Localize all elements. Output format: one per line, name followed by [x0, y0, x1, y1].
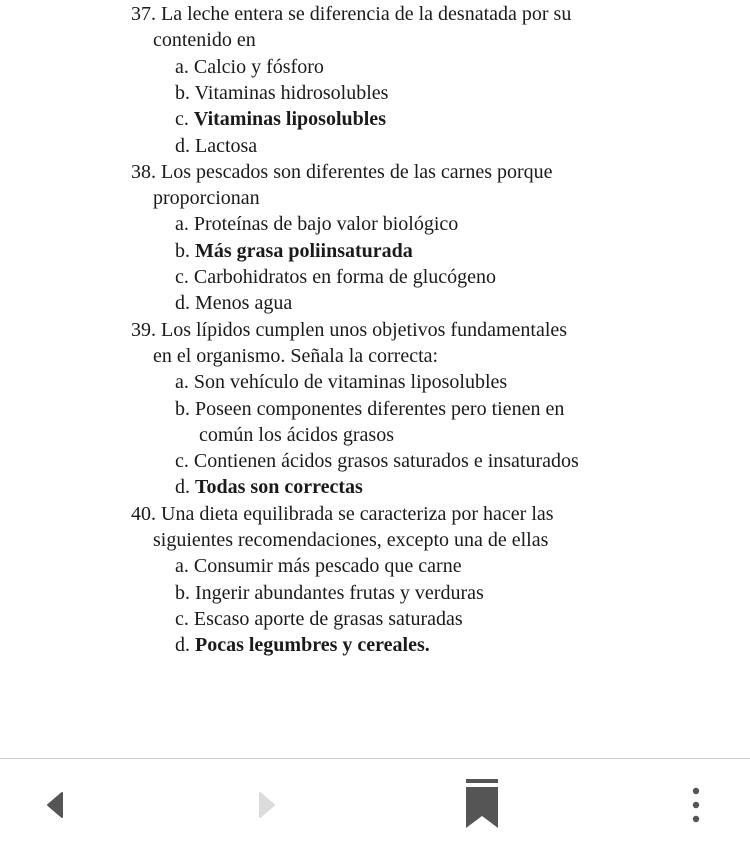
option-letter: a.: [175, 555, 194, 578]
option-text: Calcio y fósforo: [193, 55, 324, 78]
option-letter: b.: [175, 81, 195, 104]
option-letter: c.: [175, 450, 194, 473]
option-text: Carbohidratos en forma de glucógeno: [193, 266, 497, 288]
bottom-toolbar: [0, 759, 750, 847]
answer-option: [175, 580, 484, 606]
option-letter: a.: [175, 371, 194, 394]
question-stem: [153, 185, 260, 211]
option-text: Proteínas de bajo valor biológico: [193, 213, 459, 236]
option-text-continued: común los ácidos grasos: [199, 423, 394, 446]
option-letter: b.: [175, 397, 195, 420]
option-text: Contienen ácidos grasos saturados e insaturados: [193, 450, 579, 473]
back-button[interactable]: [44, 791, 64, 819]
answer-option-correct: [175, 474, 363, 500]
answer-option: [175, 133, 257, 159]
option-text: Vitaminas liposolubles: [193, 108, 386, 131]
answer-option: [175, 80, 388, 106]
question-text: 37. La leche entera se diferencia de la desnatada por su: [131, 3, 572, 25]
option-letter: a.: [175, 213, 194, 236]
answer-option: [175, 606, 463, 632]
question-text: siguientes recomendaciones, excepto una de ellas: [153, 529, 549, 551]
question-stem: [153, 343, 438, 369]
more-options-button[interactable]: [688, 787, 704, 823]
option-letter: c.: [175, 108, 194, 131]
option-letter: b.: [175, 239, 195, 262]
answer-option-correct: [175, 106, 386, 132]
option-text: Todas son correctas: [195, 476, 363, 499]
question-stem: [131, 501, 554, 527]
option-text: Más grasa poliinsaturada: [195, 239, 413, 262]
forward-button[interactable]: [258, 791, 278, 819]
question-text: en el organismo. Señala la correcta:: [153, 344, 439, 367]
option-text: Son vehículo de vitaminas liposolubles: [193, 371, 508, 394]
option-letter: c.: [175, 607, 194, 630]
question-text: contenido en: [153, 29, 256, 52]
answer-option: [175, 211, 458, 237]
option-text: Ingerir abundantes frutas y verduras: [195, 581, 484, 604]
question-text: 39. Los lípidos cumplen unos objetivos fundamentales: [131, 318, 568, 341]
bookmark-bar: [466, 779, 498, 783]
option-text: Consumir más pescado que carne: [193, 555, 462, 578]
answer-option: [175, 448, 579, 474]
option-letter: d.: [175, 634, 195, 657]
question-stem: [131, 317, 567, 343]
question-stem: [131, 159, 553, 185]
chevron-left-icon: [48, 793, 62, 817]
option-text: Menos agua: [195, 292, 293, 315]
option-text: Escaso aporte de grasas saturadas: [193, 607, 463, 630]
option-letter: c.: [175, 266, 194, 288]
option-text: Pocas legumbres y cereales.: [195, 634, 430, 657]
bookmark-button[interactable]: [465, 779, 499, 829]
option-letter: a.: [175, 55, 194, 78]
option-letter: d.: [175, 134, 195, 157]
option-letter: d.: [175, 292, 195, 315]
option-text: Lactosa: [195, 134, 258, 157]
answer-option-continuation: [199, 422, 394, 448]
answer-option-correct: [175, 238, 413, 264]
option-text: Poseen componentes diferentes pero tienen en: [195, 397, 565, 420]
question-stem: [153, 27, 256, 53]
answer-option: [175, 290, 292, 316]
answer-option: [175, 396, 564, 422]
answer-option: [175, 54, 324, 80]
answer-option-correct: [175, 632, 430, 658]
more-vertical-icon: [693, 788, 699, 822]
chevron-right-icon: [260, 793, 274, 817]
answer-option: [175, 553, 462, 579]
option-letter: b.: [175, 581, 195, 604]
question-text: 40. Una dieta equilibrada se caracteriza por hacer las: [131, 502, 554, 525]
question-stem: [153, 527, 548, 553]
question-text: 38. Los pescados son diferentes de las carnes porque: [131, 160, 553, 183]
option-letter: d.: [175, 476, 195, 499]
option-text: Vitaminas hidrosolubles: [194, 81, 389, 104]
answer-option: [175, 369, 507, 395]
answer-option: [175, 264, 496, 290]
question-text: proporcionan: [153, 187, 260, 210]
bookmark-icon: [466, 787, 498, 828]
question-stem: [131, 1, 571, 27]
